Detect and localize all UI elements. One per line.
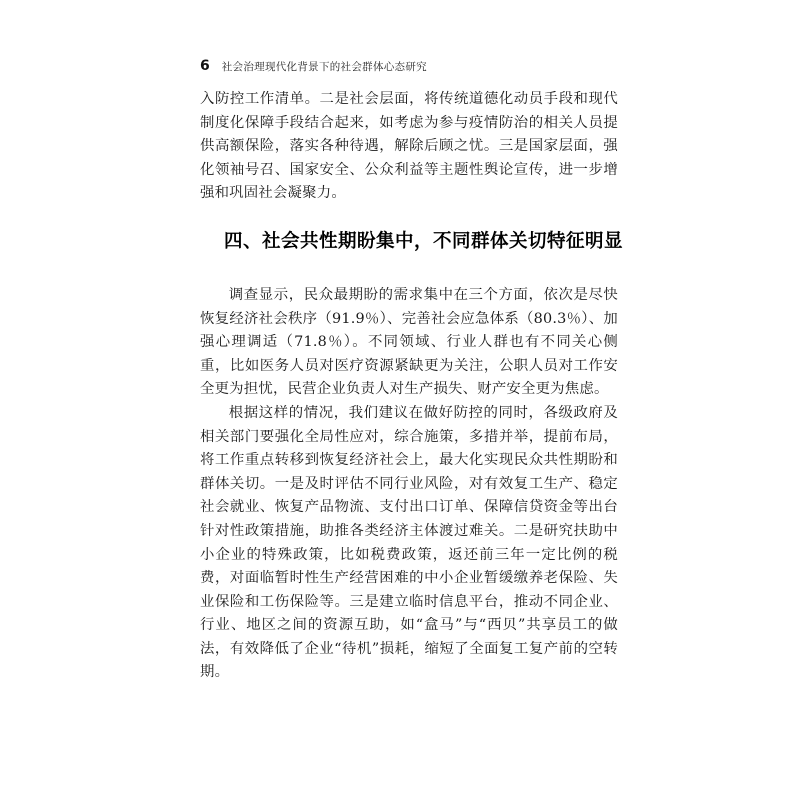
continued-paragraph: 入防控工作清单。二是社会层面，将传统道德化动员手段和现代制度化保障手段结合起来，如考虑为参与疫情防治的相关人员提供高额保险，落实各种待遇，解除后顾之忧。三是国家层面，强化领袖号召、国家安全、公众利益等主题性舆论宣传，进一步增强和巩固社会凝聚力。 (200, 91, 618, 202)
page-body (200, 88, 624, 685)
page-number: 6 (200, 58, 210, 74)
book-title: 社会治理现代化背景下的社会群体心态研究 (221, 61, 427, 73)
body-paragraph-survey: 调查显示，民众最期盼的需求集中在三个方面，依次是尽快恢复经济社会秩序（91.9％）、完善社会应急体系（80.3％）、加强心理调适（71.8％）。不同领域、行业人群也有不同关心侧重，比如医务人员对医疗资源紧缺更为关注，公职人员对工作安全更为担忧，民营企业负责人对生产损失、财产安全更为焦虑。 (200, 286, 618, 398)
section-heading: 四、社会共性期盼集中，不同群体关切特征明显 (224, 230, 624, 252)
running-head (200, 58, 427, 76)
body-paragraph-recommendations: 根据这样的情况，我们建议在做好防控的同时，各级政府及相关部门要强化全局性应对，综合施策，多措并举，提前布局，将工作重点转移到恢复经济社会上，最大化实现民众共性期盼和群体关切。一是及时评估不同行业风险，对有效复工生产、稳定社会就业、恢复产品物流、支付出口订单、保障信贷资金等出台针对性政策措施，助推各类经济主体渡过难关。二是研究扶助中小企业的特殊政策，比如税费政策，返还前三年一定比例的税费，对面临暂时性生产经营困难的中小企业暂缓缴养老保险、失业保险和工伤保险等。三是建立临时信息平台，推动不同企业、行业、地区之间的资源互助，如“盒马”与“西贝”共享员工的做法，有效降低了企业“待机”损耗，缩短了全面复工复产前的空转期。 (200, 404, 618, 681)
